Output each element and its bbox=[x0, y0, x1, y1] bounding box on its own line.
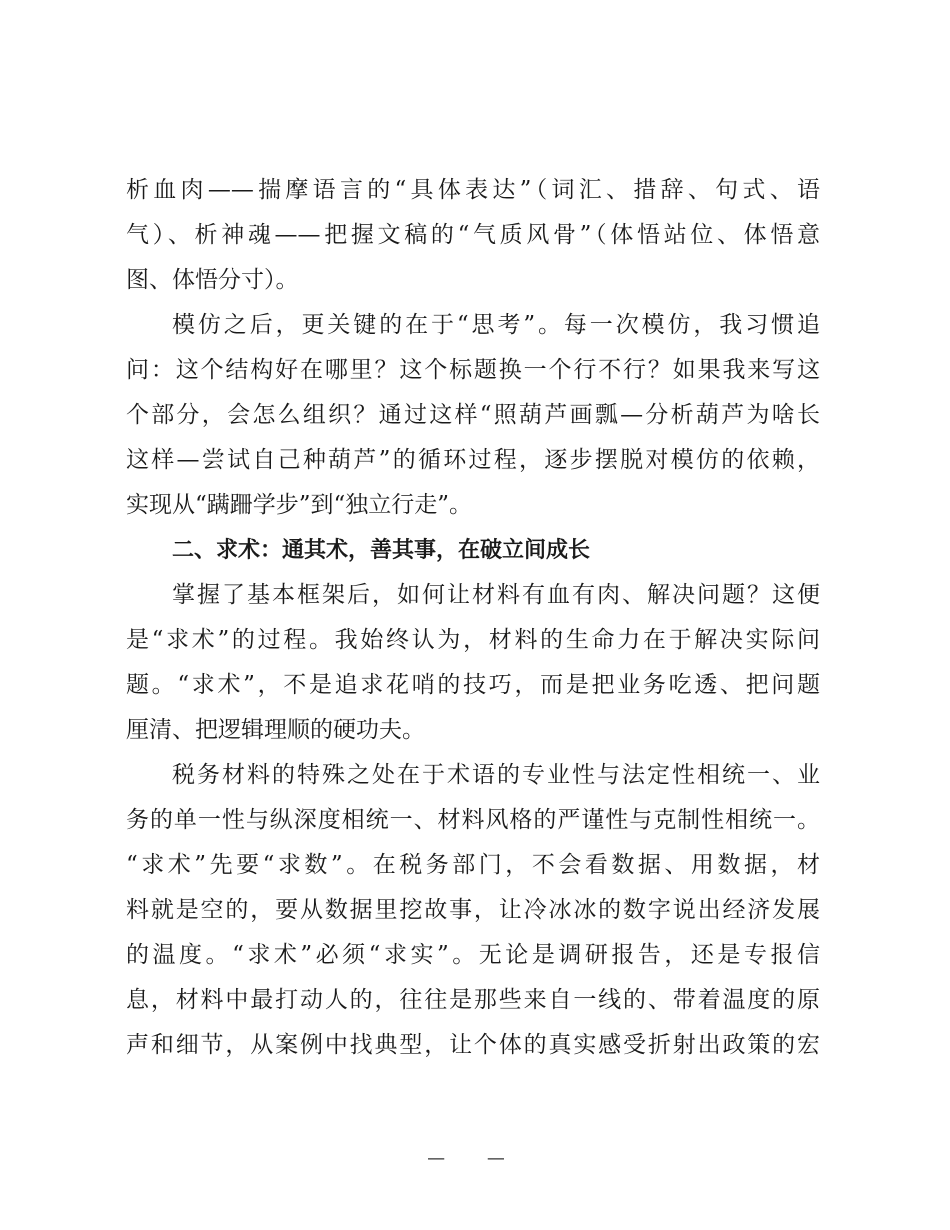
text-line: 务的单一性与纵深度相统一、材料风格的严谨性与克制性相统一。 bbox=[126, 807, 820, 833]
text-line: “求术”先要“求数”。在税务部门，不会看数据、用数据，材 bbox=[126, 852, 820, 878]
page-number: — — bbox=[427, 1148, 523, 1169]
paragraph-start-line: 掌握了基本框架后，如何让材料有血有肉、解决问题？这便 bbox=[172, 582, 820, 608]
text-line: 声和细节，从案例中找典型，让个体的真实感受折射出政策的宏 bbox=[126, 1032, 820, 1058]
text-line: 的温度。“求术”必须“求实”。无论是调研报告，还是专报信 bbox=[126, 942, 820, 968]
paragraph-start-line: 税务材料的特殊之处在于术语的专业性与法定性相统一、业 bbox=[172, 762, 820, 788]
text-line: 是“求术”的过程。我始终认为，材料的生命力在于解决实际问 bbox=[126, 627, 820, 653]
body-text bbox=[126, 168, 820, 1068]
text-line: 个部分，会怎么组织？通过这样“照葫芦画瓢—分析葫芦为啥长 bbox=[126, 402, 820, 428]
text-line: 题。“求术”，不是追求花哨的技巧，而是把业务吃透、把问题 bbox=[126, 672, 820, 698]
text-line: 问：这个结构好在哪里？这个标题换一个行不行？如果我来写这 bbox=[126, 357, 820, 383]
text-line: 气）、析神魂——把握文稿的“气质风骨”（体悟站位、体悟意 bbox=[126, 222, 820, 248]
text-line: 图、体悟分寸）。 bbox=[126, 267, 299, 293]
text-line: 这样—尝试自己种葫芦”的循环过程，逐步摆脱对模仿的依赖， bbox=[126, 447, 820, 473]
text-line: 实现从“蹒跚学步”到“独立行走”。 bbox=[126, 492, 473, 518]
text-line: 厘清、把逻辑理顺的硬功夫。 bbox=[126, 717, 425, 743]
text-line: 息，材料中最打动人的，往往是那些来自一线的、带着温度的原 bbox=[126, 987, 820, 1013]
paragraph-start-line: 模仿之后，更关键的在于“思考”。每一次模仿，我习惯追 bbox=[172, 312, 820, 338]
text-line: 料就是空的，要从数据里挖故事，让冷冰冰的数字说出经济发展 bbox=[126, 897, 820, 923]
text-line: 析血肉——揣摩语言的“具体表达”（词汇、措辞、句式、语 bbox=[126, 177, 820, 203]
section-heading: 二、求术：通其术，善其事，在破立间成长 bbox=[172, 538, 591, 563]
